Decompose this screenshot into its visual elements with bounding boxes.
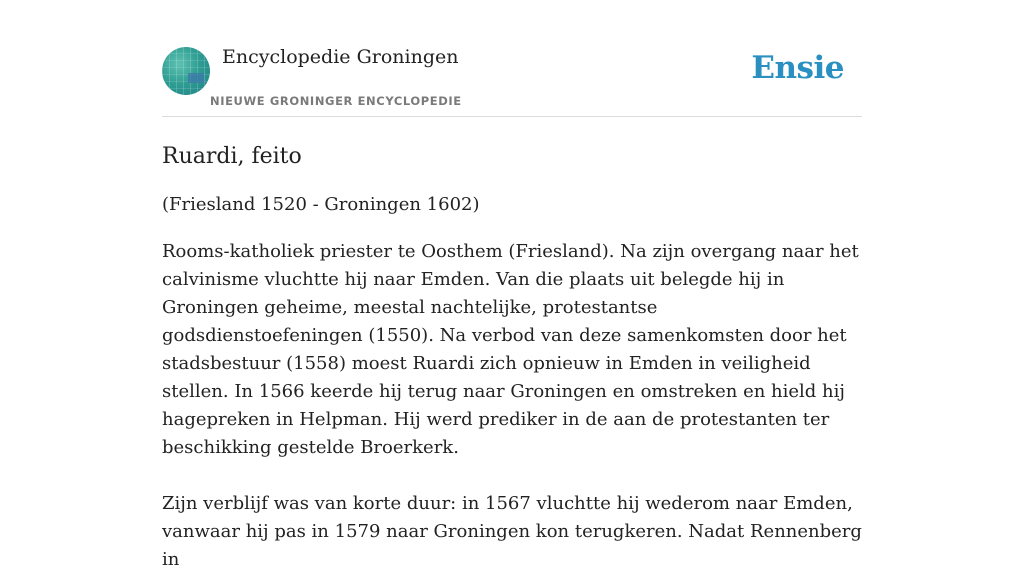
page	[162, 0, 862, 574]
article-paragraph: Rooms-katholiek priester te Oosthem (Friesland). Na zijn overgang naar het calvinisme vluchtte hij naar Emden. Van die plaats uit belegde hij in Groningen geheime, meestal nachtelijke, protestantse godsdienstoefeningen (1550). Na verbod van deze samenkomsten door het stadsbestuur (1558) moest Ruardi zich opnieuw in Emden in veiligheid stellen. In 1566 keerde hij terug naar Groningen en omstreken en hield hij hagepreken in Helpman. Hij werd prediker in de aan de protestanten ter beschikking gestelde Broerkerk.	[162, 241, 859, 458]
article-dates: (Friesland 1520 - Groningen 1602)	[162, 194, 480, 215]
site-subtitle: NIEUWE GRONINGER ENCYCLOPEDIE	[210, 94, 462, 108]
article-title: Ruardi, feito	[162, 144, 302, 169]
logo-block	[188, 73, 204, 83]
logo-pattern	[162, 47, 210, 95]
site-logo-icon[interactable]	[162, 47, 210, 95]
article	[162, 142, 862, 574]
site-title-link[interactable]: Encyclopedie Groningen	[222, 46, 459, 68]
site-header	[162, 0, 862, 117]
article-paragraph: Zijn verblijf was van korte duur: in 1567 vluchtte hij wederom naar Emden, vanwaar hij pas in 1579 naar Groningen kon terugkeren. Nadat Rennenberg in	[162, 493, 862, 570]
ensie-brand-link[interactable]: Ensie	[751, 50, 844, 86]
